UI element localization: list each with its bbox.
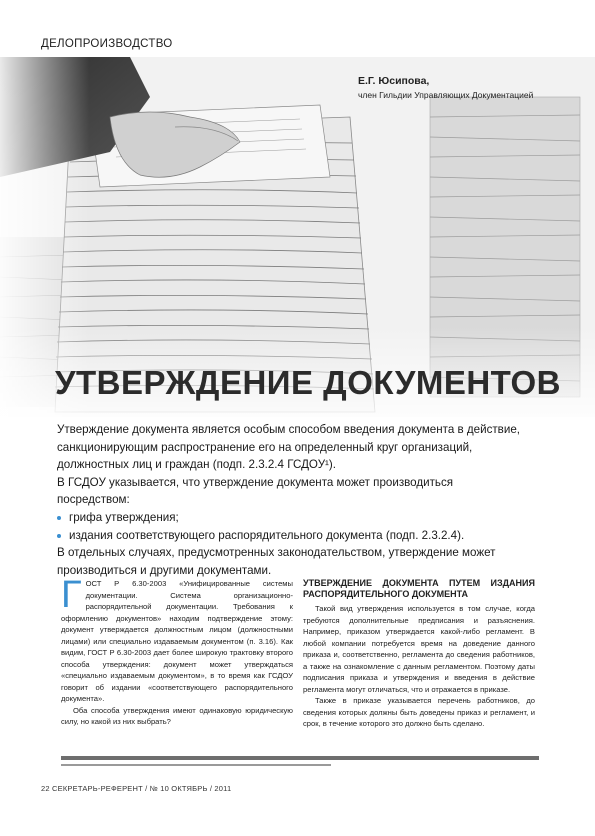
- lead-paragraph: [57, 421, 527, 579]
- article-headline: УТВЕРЖДЕНИЕ ДОКУМЕНТОВ: [55, 364, 562, 401]
- lead-bullet-list: [57, 509, 527, 544]
- bullet-text: грифа утверждения;: [69, 510, 179, 524]
- lead-text-1: Утверждение документа является особым способом введения документа в действие, санкционирующим распространение его на определенный круг организаций, должностных лиц и граждан (подп. 2.3.2.4 ГСДОУ¹).: [57, 423, 520, 472]
- body-text: ОСТ Р 6.30-2003 «Унифицированные системы документации. Система организационно-распорядительной документации. Требования к оформлению документов» находим подтверждение этому: документ утверждается должностным лицом (должностными лицами) или специально издаваемым документом (п. 3.16). Как видим, ГОСТ Р 6.30-2003 дает более широкую трактовку второго способа утверждения: документ может утверждаться «специально издаваемым документом», в то время как ГСДОУ говорит об издании «соответствующего распорядительного документа».: [61, 579, 293, 703]
- author-role: член Гильдии Управляющих Документацией: [358, 90, 534, 100]
- body-column-left: [61, 574, 293, 728]
- paper-stacks-photo: [0, 57, 595, 417]
- author-name: Е.Г. Юсипова,: [358, 75, 430, 87]
- lead-text-3: В отдельных случаях, предусмотренных законодательством, утверждение может производиться и другими документами.: [57, 546, 496, 577]
- author-byline: [358, 74, 533, 102]
- drop-cap: Г: [61, 574, 82, 616]
- bullet-text: издания соответствующего распорядительного документа (подп. 2.3.2.4).: [69, 528, 465, 542]
- body-column-right: [303, 578, 535, 730]
- footer-rule-thin: [61, 764, 331, 766]
- lead-text-2: В ГСДОУ указывается, что утверждение документа может производиться посредством:: [57, 475, 454, 507]
- bullet-dot-icon: [57, 534, 61, 538]
- body-paragraph: Оба способа утверждения имеют одинаковую юридическую силу, но какой из них выбрать?: [61, 705, 293, 726]
- section-title: ДЕЛОПРОИЗВОДСТВО: [41, 38, 173, 50]
- bullet-dot-icon: [57, 516, 61, 520]
- body-paragraph: Также в приказе указывается перечень работников, до сведения которых должны быть доведены приказ и регламент, и срок, в течение которого это должно быть сделано.: [303, 696, 535, 728]
- body-paragraph: [61, 574, 293, 705]
- lead-bullet-item: [57, 527, 527, 545]
- subsection-heading: УТВЕРЖДЕНИЕ ДОКУМЕНТА ПУТЕМ ИЗДАНИЯ РАСПОРЯДИТЕЛЬНОГО ДОКУМЕНТА: [303, 578, 535, 599]
- page-footer: 22 СЕКРЕТАРЬ-РЕФЕРЕНТ / № 10 ОКТЯБРЬ / 2011: [41, 784, 232, 793]
- body-paragraph: Такой вид утверждения используется в том случае, когда требуются дополнительные предписания и разъяснения. Например, приказом утверждается какой-либо регламент. В любой компании потребуется время на доведение данного приказа и, соответственно, регламента до сведения работников, а также на ознакомление с данным регламентом. Поэтому даты подписания приказа и утверждения и введения в действие регламента могут отличаться, что и отражается в приказе.: [303, 604, 535, 694]
- lead-bullet-item: [57, 509, 527, 527]
- footer-rule-thick: [61, 756, 539, 760]
